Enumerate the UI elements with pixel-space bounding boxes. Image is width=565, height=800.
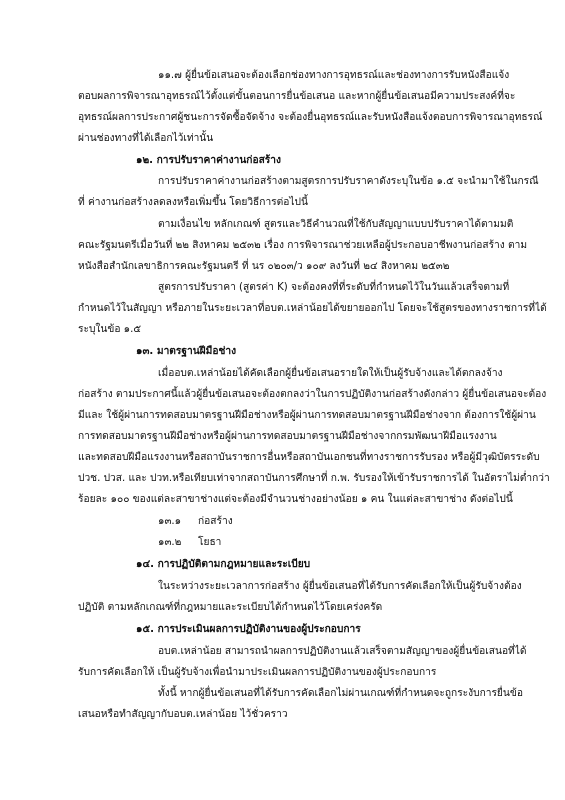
s13-1-number: ๑๓.๑ (158, 516, 182, 527)
s13-2-label: โยธา (198, 537, 222, 548)
s12-line-7: กำหนดไว้ในสัญญา หรือภายในระยะเวลาที่อบต.เหล่าน้อยได้ขยายออกไป โดยจะใช้สูตรของทางราชการที่ได้ (78, 303, 547, 314)
s15-line-3: ทั้งนี้ หากผู้ยื่นข้อเสนอที่ได้รับการคัดเลือกไม่ผ่านเกณฑ์ที่กำหนดจะถูกระงับการยื่นข้อ (158, 688, 523, 699)
s15-line-1: อบต.เหล่าน้อย สามารถนำผลการปฏิบัติงานแล้วเสร็จตามสัญญาของผู้ยื่นข้อเสนอที่ได้ (158, 646, 527, 657)
s11-7-line-3: อุทธรณ์ผลการประกาศผู้ชนะการจัดซื้อจัดจ้าง จะต้องยื่นอุทธรณ์และรับหนังสือแจ้งตอบการพิจารณาอุทธรณ์ (78, 112, 543, 123)
s12-line-8: ระบุในข้อ ๑.๕ (78, 324, 142, 335)
s12-line-1: การปรับราคาค่างานก่อสร้างตามสูตรการปรับราคาดังระบุในข้อ ๑.๕ จะนำมาใช้ในกรณี (158, 176, 539, 187)
section-15-heading: ๑๕. การประเมินผลการปฏิบัติงานของผู้ประกอบการ (136, 624, 361, 635)
s12-line-2: ที่ ค่างานก่อสร้างลดลงหรือเพิ่มขึ้น โดยวิธีการต่อไปนี้ (78, 197, 308, 208)
s11-7-line-4: ผ่านช่องทางที่ได้เลือกไว้เท่านั้น (78, 133, 214, 144)
s11-7-line-1: ๑๑.๗ ผู้ยื่นข้อเสนอจะต้องเลือกช่องทางการอุทธรณ์และช่องทางการรับหนังสือแจ้ง (158, 70, 510, 81)
s12-line-6: สูตรการปรับราคา (สูตรค่า K) จะต้องคงที่ที่ระดับที่กำหนดไว้ในวันแล้วเสร็จตามที่ (158, 282, 510, 293)
s13-line-7: ร้อยละ ๑๐๐ ของแต่ละสาขาช่างแต่จะต้องมีจำนวนช่างอย่างน้อย ๑ คน ในแต่ละสาขาช่าง ดังต่อไปนี้ (78, 494, 513, 505)
s15-line-2: รับการคัดเลือกให้ เป็นผู้รับจ้างเพื่อนำมาประเมินผลการปฏิบัติงานของผู้ประกอบการ (78, 667, 437, 678)
section-12-heading: ๑๒. การปรับราคาค่างานก่อสร้าง (136, 155, 281, 166)
s13-1-label: ก่อสร้าง (198, 516, 233, 527)
s14-line-2: ปฏิบัติ ตามหลักเกณฑ์ที่กฎหมายและระเบียบได้กำหนดไว้โดยเคร่งครัด (78, 602, 383, 613)
s12-line-4: คณะรัฐมนตรีเมื่อวันที่ ๒๒ สิงหาคม ๒๕๓๒ เรื่อง การพิจารณาช่วยเหลือผู้ประกอบอาชีพงานก่อสร้าง ตาม (78, 240, 528, 251)
s13-line-6: ปวช. ปวส. และ ปวท.หรือเทียบเท่าจากสถาบันการศึกษาที่ ก.พ. รับรองให้เข้ารับราชการได้ ในอัตราไม่ต่ำกว่า (78, 473, 550, 484)
s13-line-2: ก่อสร้าง ตามประกาศนี้แล้วผู้ยื่นข้อเสนอจะต้องตกลงว่าในการปฏิบัติงานก่อสร้างดังกล่าว ผู้ยื่นข้อเสนอจะต้อง (78, 389, 547, 400)
section-14-heading: ๑๔. การปฏิบัติตามกฎหมายและระเบียบ (136, 559, 311, 570)
s13-2-number: ๑๓.๒ (158, 537, 182, 548)
s13-line-5: และทดสอบฝีมือแรงงานหรือสถาบันราชการอื่นหรือสถาบันเอกชนที่ทางราชการรับรอง หรือผู้มีวุฒิบัตรระดับ (78, 452, 540, 463)
s14-line-1: ในระหว่างระยะเวลาการก่อสร้าง ผู้ยื่นข้อเสนอที่ได้รับการคัดเลือกให้เป็นผู้รับจ้างต้อง (158, 581, 522, 592)
s13-line-4: การทดสอบมาตรฐานฝีมือช่างหรือผู้ผ่านการทดสอบมาตรฐานฝีมือช่างจากกรมพัฒนาฝีมือแรงงาน (78, 431, 497, 442)
s12-line-5: หนังสือสำนักเลขาธิการคณะรัฐมนตรี ที่ นร ๐๒๐๓/ว ๑๐๙ ลงวันที่ ๒๔ สิงหาคม ๒๕๓๒ (78, 261, 450, 272)
section-13-heading: ๑๓. มาตรฐานฝีมือช่าง (136, 346, 237, 357)
s12-line-3: ตามเงื่อนไข หลักเกณฑ์ สูตรและวิธีคำนวณที่ใช้กับสัญญาแบบปรับราคาได้ตามมติ (158, 219, 514, 230)
s15-line-4: เสนอหรือทำสัญญากับอบต.เหล่าน้อย ไว้ชั่วคราว (78, 709, 288, 720)
s13-line-1: เมื่ออบต.เหล่าน้อยได้คัดเลือกผู้ยื่นข้อเสนอรายใดให้เป็นผู้รับจ้างและได้ตกลงจ้าง (158, 368, 503, 379)
s13-line-3: มีและ ใช้ผู้ผ่านการทดสอบมาตรฐานฝีมือช่างหรือผู้ผ่านการทดสอบมาตรฐานฝีมือช่างจาก ต้องการใช้ผู้ผ่าน (78, 410, 536, 421)
s11-7-line-2: ตอบผลการพิจารณาอุทธรณ์ไว้ตั้งแต่ขั้นตอนการยื่นข้อเสนอ และหากผู้ยื่นข้อเสนอมีความประสงค์ที่จะ (78, 91, 516, 102)
